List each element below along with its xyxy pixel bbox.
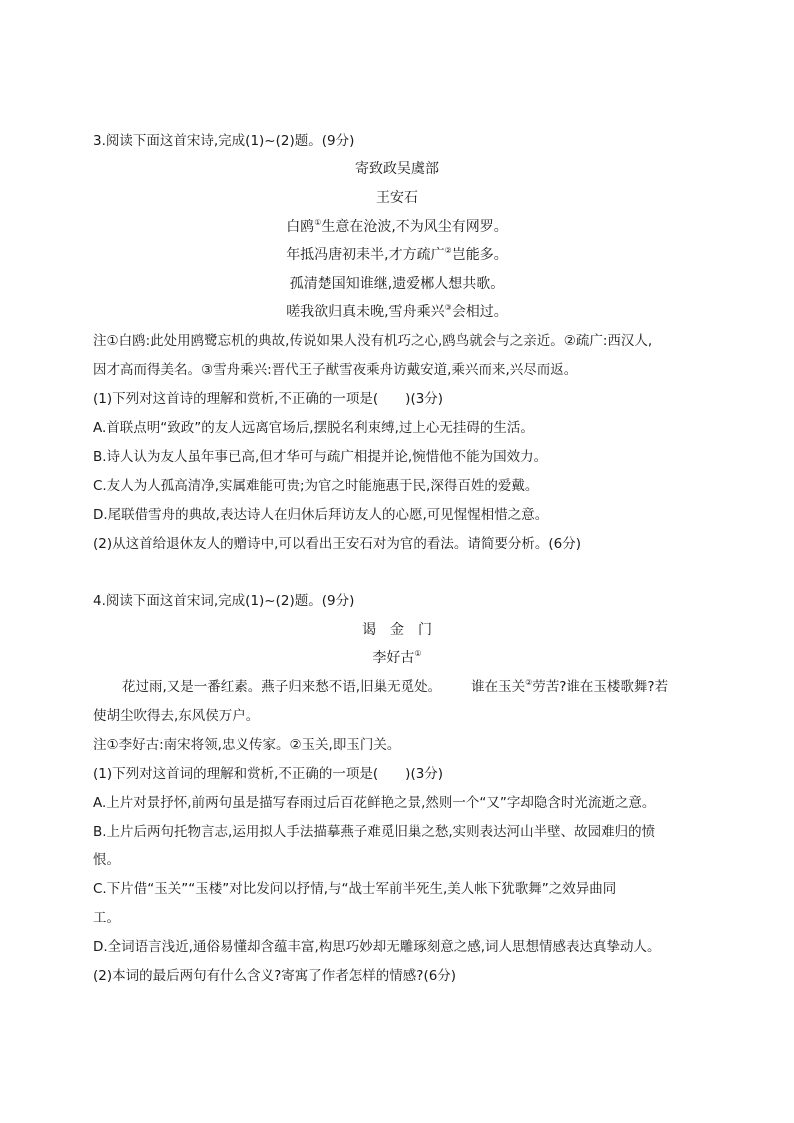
q3-subquestion-1: (1)下列对这首诗的理解和赏析,不正确的一项是( )(3分) <box>93 391 444 407</box>
q4-option-c: C.下片借“玉关”“玉楼”对比发问以抒情,与“战士军前半死生,美人帐下犹歌舞”之效异曲同 <box>93 881 617 897</box>
q4-subquestion-2: (2)本词的最后两句有什么含义?寄寓了作者怎样的情感?(6分) <box>93 968 457 984</box>
q4-poem-title: 谒 金 门 <box>362 622 432 638</box>
q4-poem-line-1: 花过雨,又是一番红素。燕子归来愁不语,旧巢无觅处。 谁在玉关②劳苦?谁在玉楼歌舞?若 <box>122 678 669 695</box>
q3-option-d: D.尾联借雪舟的典故,表达诗人在归休后拜访友人的心愿,可见惺惺相惜之意。 <box>93 507 549 523</box>
q3-poem-author: 王安石 <box>376 190 418 206</box>
footnote-marker: ② <box>444 246 452 255</box>
footnote-marker: ① <box>414 649 422 658</box>
q4-poem-line-2: 使胡尘吹得去,东风侯万户。 <box>93 708 260 724</box>
q3-option-a: A.首联点明“致政”的友人远离官场后,摆脱名利束缚,过上心无挂碍的生活。 <box>93 420 534 436</box>
q4-option-d: D.全词语言浅近,通俗易懂却含蕴丰富,构思巧妙却无雕琢刻意之感,词人思想情感表达真挚动人。 <box>93 939 661 955</box>
q4-option-a: A.上片对景抒怀,前两句虽是描写春雨过后百花鲜艳之景,然则一个“又”字却隐含时光流逝之意。 <box>93 795 656 811</box>
q3-poem-line-1: 白鸥①生意在沧波,不为风尘有网罗。 <box>286 218 508 235</box>
q3-heading: 3.阅读下面这首宋诗,完成(1)~(2)题。(9分) <box>93 133 355 149</box>
q4-poem-author: 李好古① <box>372 649 422 666</box>
q3-poem-line-2: 年抵冯唐初耒半,才方疏广②岂能多。 <box>286 246 508 263</box>
footnote-marker: ① <box>314 218 322 227</box>
q4-option-b-cont: 恨。 <box>93 852 120 868</box>
q3-option-b: B.诗人认为友人虽年事已高,但才华可与疏广相提并论,惋惜他不能为国效力。 <box>93 449 548 465</box>
footnote-marker: ② <box>525 678 533 687</box>
q3-poem-line-3: 孤清楚国知谁继,遗爱郴人想共歌。 <box>289 276 505 292</box>
q4-note: 注①李好古:南宋将领,忠义传家。②玉关,即玉门关。 <box>93 737 401 753</box>
q3-note-line-1: 注①白鸥:此处用鸥鹭忘机的典故,传说如果人没有机巧之心,鸥鸟就会与之亲近。②疏广:西汉人, <box>93 333 653 349</box>
q3-note-line-2: 因才高而得美名。③雪舟乘兴:晋代王子猷雪夜乘舟访戴安道,乘兴而来,兴尽而返。 <box>93 362 578 378</box>
footnote-marker: ③ <box>444 303 452 312</box>
q4-option-b: B.上片后两句托物言志,运用拟人手法描摹燕子难觅旧巢之愁,实则表达河山半壁、故园难归的愤 <box>93 824 656 840</box>
q4-subquestion-1: (1)下列对这首词的理解和赏析,不正确的一项是( )(3分) <box>93 766 444 782</box>
q4-option-c-cont: 工。 <box>93 910 120 926</box>
q3-option-c: C.友人为人孤高清净,实属难能可贵;为官之时能施惠于民,深得百姓的爱戴。 <box>93 478 539 494</box>
q4-heading: 4.阅读下面这首宋词,完成(1)~(2)题。(9分) <box>93 593 355 609</box>
q3-subquestion-2: (2)从这首给退休友人的赠诗中,可以看出王安石对为官的看法。请简要分析。(6分) <box>93 536 582 552</box>
q3-poem-title: 寄致政吴虞部 <box>355 161 439 177</box>
q3-poem-line-4: 嗟我欲归真未晚,雪舟乘兴③会相过。 <box>286 303 508 320</box>
